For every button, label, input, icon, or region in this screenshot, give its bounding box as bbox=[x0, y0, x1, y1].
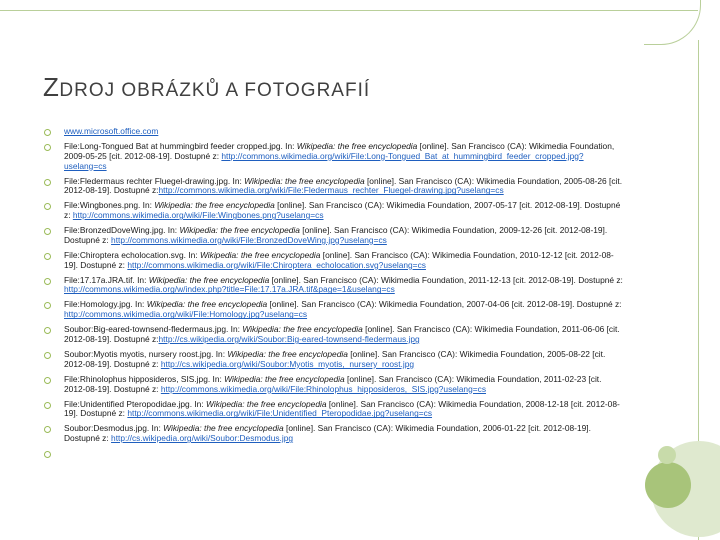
decorative-circle-medium bbox=[645, 462, 691, 508]
reference-details: [online]. San Francisco (CA): Wikimedia Foundation, 2011-06-06 [cit. 2012-08-19]. Dostupné z: bbox=[64, 324, 620, 345]
bullet-icon bbox=[44, 426, 51, 433]
decorative-circle-small bbox=[658, 446, 676, 464]
frame-top-line bbox=[0, 10, 698, 11]
reference-title: File:Unidentified Pteropodidae.jpg. In: bbox=[64, 398, 206, 409]
reference-source: Wikipedia: the free encyclopedia bbox=[146, 299, 268, 310]
reference-link[interactable]: http://cs.wikipedia.org/wiki/Soubor:Desmodus.jpg bbox=[111, 433, 294, 444]
reference-details: [online]. San Francisco (CA): Wikimedia Foundation, 2009-05-25 [cit. 2012-08-19]. Dostupné z: bbox=[64, 140, 615, 161]
reference-link[interactable]: www.microsoft.office.com bbox=[64, 126, 159, 136]
reference-title: File:BronzedDoveWing.jpg. In: bbox=[64, 225, 180, 236]
bullet-icon bbox=[44, 179, 51, 186]
reference-link[interactable]: http://commons.wikimedia.org/wiki/File:Long-Tongued_Bat_at_hummingbird_feeder_cropped.jpg?uselang=cs bbox=[64, 150, 584, 171]
bullet-icon bbox=[44, 352, 51, 359]
bullet-icon bbox=[44, 253, 51, 260]
reference-source: Wikipedia: the free encyclopedia bbox=[163, 423, 284, 434]
bullet-icon bbox=[44, 451, 51, 458]
reference-title: File:Fledermaus rechter Fluegel-drawing.jpg. In: bbox=[64, 175, 245, 186]
reference-link[interactable]: http://commons.wikimedia.org/wiki/File:BronzedDoveWing.jpg?uselang=cs bbox=[111, 234, 387, 245]
reference-item bbox=[44, 424, 624, 444]
title-initial: Z bbox=[43, 72, 60, 102]
reference-title: Soubor:Myotis myotis, nursery roost.jpg. In: bbox=[64, 349, 228, 360]
reference-link[interactable]: http://cs.wikipedia.org/wiki/Soubor:Myotis_myotis,_nursery_roost.jpg bbox=[160, 358, 415, 369]
reference-item bbox=[44, 251, 624, 271]
reference-item bbox=[44, 127, 624, 137]
reference-link[interactable]: http://commons.wikimedia.org/w/index.php?title=File:17.17a.JRA.tif&page=1&uselang=cs bbox=[64, 284, 395, 295]
reference-details: [online]. San Francisco (CA): Wikimedia Foundation, 2005-08-26 [cit. 2012-08-19]. Dostupné z: bbox=[64, 175, 623, 196]
reference-details: [online]. San Francisco (CA): Wikimedia Foundation, 2011-02-23 [cit. 2012-08-19]. Dostupné z: bbox=[64, 373, 602, 394]
bullet-icon bbox=[44, 278, 51, 285]
bullet-icon bbox=[44, 144, 51, 151]
reference-item bbox=[44, 201, 624, 221]
reference-source: Wikipedia: the free encyclopedia bbox=[199, 249, 321, 260]
reference-source: Wikipedia: the free encyclopedia bbox=[244, 175, 365, 186]
reference-details: [online]. San Francisco (CA): Wikimedia Foundation, 2007-05-17 [cit. 2012-08-19]. Dostupné z: bbox=[64, 200, 621, 221]
reference-source: Wikipedia: the free encyclopedia bbox=[224, 373, 345, 384]
reference-source: Wikipedia: the free encyclopedia bbox=[227, 349, 348, 360]
bullet-icon bbox=[44, 402, 51, 409]
reference-link[interactable]: http://commons.wikimedia.org/wiki/File:Homology.jpg?uselang=cs bbox=[64, 309, 308, 320]
reference-title: Soubor:Big-eared-townsend-fledermaus.jpg. In: bbox=[64, 324, 243, 335]
reference-title: File:Rhinolophus hipposideros, SIS.jpg. In: bbox=[64, 373, 225, 384]
reference-link[interactable]: http://cs.wikipedia.org/wiki/Soubor:Big-eared-townsend-fledermaus.jpg bbox=[158, 334, 420, 345]
bullet-icon bbox=[44, 228, 51, 235]
reference-title: File:Homology.jpg. In: bbox=[64, 299, 147, 310]
page-title bbox=[43, 72, 370, 103]
reference-link[interactable]: http://commons.wikimedia.org/wiki/File:Chiroptera_echolocation.svg?uselang=cs bbox=[127, 259, 426, 270]
reference-link[interactable]: http://commons.wikimedia.org/wiki/File:Unidentified_Pteropodidae.jpg?uselang=cs bbox=[127, 408, 433, 419]
reference-source: Wikipedia: the free encyclopedia bbox=[296, 140, 418, 151]
reference-link[interactable]: http://commons.wikimedia.org/wiki/File:Wingbones.png?uselang=cs bbox=[72, 210, 324, 221]
reference-item bbox=[44, 177, 624, 197]
reference-details: [online]. San Francisco (CA): Wikimedia Foundation, 2008-12-18 [cit. 2012-08-19]. Dostupné z: bbox=[64, 398, 620, 419]
reference-source: Wikipedia: the free encyclopedia bbox=[179, 225, 300, 236]
reference-list bbox=[44, 127, 624, 449]
title-text: DROJ OBRÁZKŮ A FOTOGRAFIÍ bbox=[59, 80, 371, 101]
reference-title: File:Long-Tongued Bat at hummingbird feeder cropped.jpg. In: bbox=[64, 140, 297, 151]
reference-item bbox=[44, 142, 624, 171]
reference-item bbox=[44, 300, 624, 320]
reference-details: [online]. San Francisco (CA): Wikimedia Foundation, 2009-12-26 [cit. 2012-08-19]. Dostupné z: bbox=[64, 225, 608, 245]
bullet-icon bbox=[44, 129, 51, 136]
reference-details: [online]. San Francisco (CA): Wikimedia Foundation, 2007-04-06 [cit. 2012-08-19]. Dostupné z: bbox=[267, 299, 622, 310]
reference-item bbox=[44, 375, 624, 395]
reference-item bbox=[44, 400, 624, 420]
reference-link[interactable]: http://commons.wikimedia.org/wiki/File:Rhinolophus_hipposideros,_SIS.jpg?uselang=cs bbox=[160, 383, 487, 394]
reference-details: [online]. San Francisco (CA): Wikimedia Foundation, 2010-12-12 [cit. 2012-08-19]. Dostupné z: bbox=[64, 249, 614, 270]
reference-source: Wikipedia: the free encyclopedia bbox=[148, 274, 270, 285]
reference-item bbox=[44, 226, 624, 246]
reference-details: [online]. San Francisco (CA): Wikimedia Foundation, 2005-08-22 [cit. 2012-08-19]. Dostupné z: bbox=[64, 349, 606, 369]
reference-item bbox=[44, 350, 624, 370]
frame-corner bbox=[644, 0, 701, 45]
reference-item bbox=[44, 325, 624, 345]
reference-title: File:Chiroptera echolocation.svg. In: bbox=[64, 249, 200, 260]
reference-details: [online]. San Francisco (CA): Wikimedia Foundation, 2011-12-13 [cit. 2012-08-19]. Dostupné z: bbox=[269, 274, 623, 285]
reference-source: Wikipedia: the free encyclopedia bbox=[206, 398, 327, 409]
reference-title: Soubor:Desmodus.jpg. In: bbox=[64, 423, 164, 434]
reference-title: File:17.17a.JRA.tif. In: bbox=[64, 274, 149, 285]
bullet-icon bbox=[44, 203, 51, 210]
reference-item bbox=[44, 276, 624, 296]
bullet-icon bbox=[44, 302, 51, 309]
bullet-icon bbox=[44, 377, 51, 384]
reference-details: [online]. San Francisco (CA): Wikimedia Foundation, 2006-01-22 [cit. 2012-08-19]. Dostupné z: bbox=[64, 423, 591, 444]
reference-title: File:Wingbones.png. In: bbox=[64, 200, 155, 211]
reference-link[interactable]: http://commons.wikimedia.org/wiki/File:Fledermaus_rechter_Fluegel-drawing.jpg?uselang=cs bbox=[158, 185, 504, 196]
reference-source: Wikipedia: the free encyclopedia bbox=[154, 200, 275, 211]
bullet-icon bbox=[44, 327, 51, 334]
reference-source: Wikipedia: the free encyclopedia bbox=[242, 324, 363, 335]
